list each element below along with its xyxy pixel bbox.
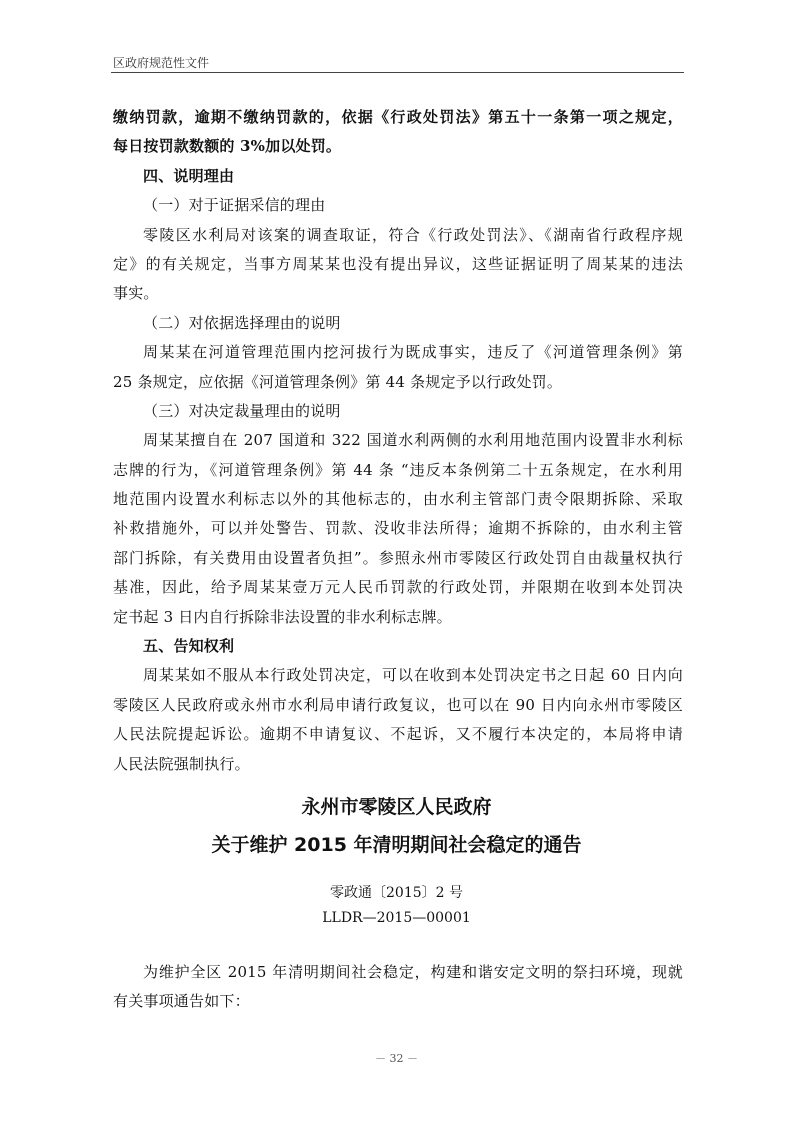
paragraph-line: 志牌的行为，《河道管理条例》第 44 条 “违反本条例第二十五条规定，在水利用: [113, 460, 683, 479]
paragraph-line: 基准，因此，给予周某某壹万元人民币罚款的行政处罚，并限期在收到本处罚决: [113, 578, 683, 597]
paragraph-line: 周某某如不服从本行政处罚决定，可以在收到本处罚决定书之日起 60 日内向: [143, 666, 683, 685]
section-heading: 五、告知权利: [143, 637, 235, 656]
registration-code: LLDR—2015—00001: [322, 910, 471, 926]
document-header: 区政府规范性文件: [113, 56, 210, 70]
paragraph-line: 缴纳罚款，逾期不缴纳罚款的，依据《行政处罚法》第五十一条第一项之规定，: [113, 108, 683, 126]
paragraph-line: 为维护全区 2015 年清明期间社会稳定，构建和谐安定文明的祭扫环境，现就: [143, 963, 683, 981]
document-number: 零政通〔2015〕2 号: [330, 885, 463, 901]
page-number: － 32 －: [375, 1052, 418, 1065]
paragraph-line: 补救措施外，可以并处警告、罚款、没收非法所得；逾期不拆除的，由水利主管: [113, 519, 683, 538]
paragraph-line: 零陵区水利局对该案的调查取证，符合《行政处罚法》、《湖南省行政程序规: [143, 225, 683, 244]
document-body: [113, 103, 683, 779]
notice-title-line2: 关于维护 2015 年清明期间社会稳定的通告: [211, 834, 582, 856]
paragraph-line: 部门拆除，有关费用由设置者负担”。参照永州市零陵区行政处罚自由裁量权执行: [113, 548, 683, 567]
paragraph-line: 25 条规定，应依据《河道管理条例》第 44 条规定予以行政处罚。: [113, 372, 563, 391]
paragraph-line: 零陵区人民政府或永州市水利局申请行政复议，也可以在 90 日内向永州市零陵区: [113, 695, 683, 714]
subsection-heading: （一）对于证据采信的理由: [143, 196, 326, 215]
paragraph-line: 周某某擅自在 207 国道和 322 国道水利两侧的水利用地范围内设置非水利标: [143, 431, 683, 450]
paragraph-line: 有关事项通告如下：: [113, 992, 250, 1011]
notice-body: [113, 958, 683, 1017]
paragraph-line: 定》的有关规定，当事方周某某也没有提出异议，这些证据证明了周某某的违法: [113, 254, 683, 273]
paragraph-line: 人民法院强制执行。: [113, 754, 250, 773]
paragraph-line: 定书起 3 日内自行拆除非法设置的非水利标志牌。: [113, 607, 452, 626]
paragraph-line: 地范围内设置水利标志以外的其他标志的，由水利主管部门责令限期拆除、采取: [113, 490, 683, 509]
subsection-heading: （三）对决定裁量理由的说明: [143, 401, 341, 420]
paragraph-line: 每日按罚款数额的 3%加以处罚。: [113, 137, 342, 156]
paragraph-line: 人民法院提起诉讼。逾期不申请复议、不起诉，又不履行本决定的，本局将申请: [113, 725, 683, 744]
section-heading: 四、说明理由: [143, 166, 235, 185]
paragraph-line: 事实。: [113, 284, 159, 303]
header-divider: [111, 72, 684, 73]
notice-title-line1: 永州市零陵区人民政府: [301, 796, 492, 818]
paragraph-line: 周某某在河道管理范围内挖河拔行为既成事实，违反了《河道管理条例》第: [143, 343, 683, 362]
subsection-heading: （二）对依据选择理由的说明: [143, 313, 341, 332]
